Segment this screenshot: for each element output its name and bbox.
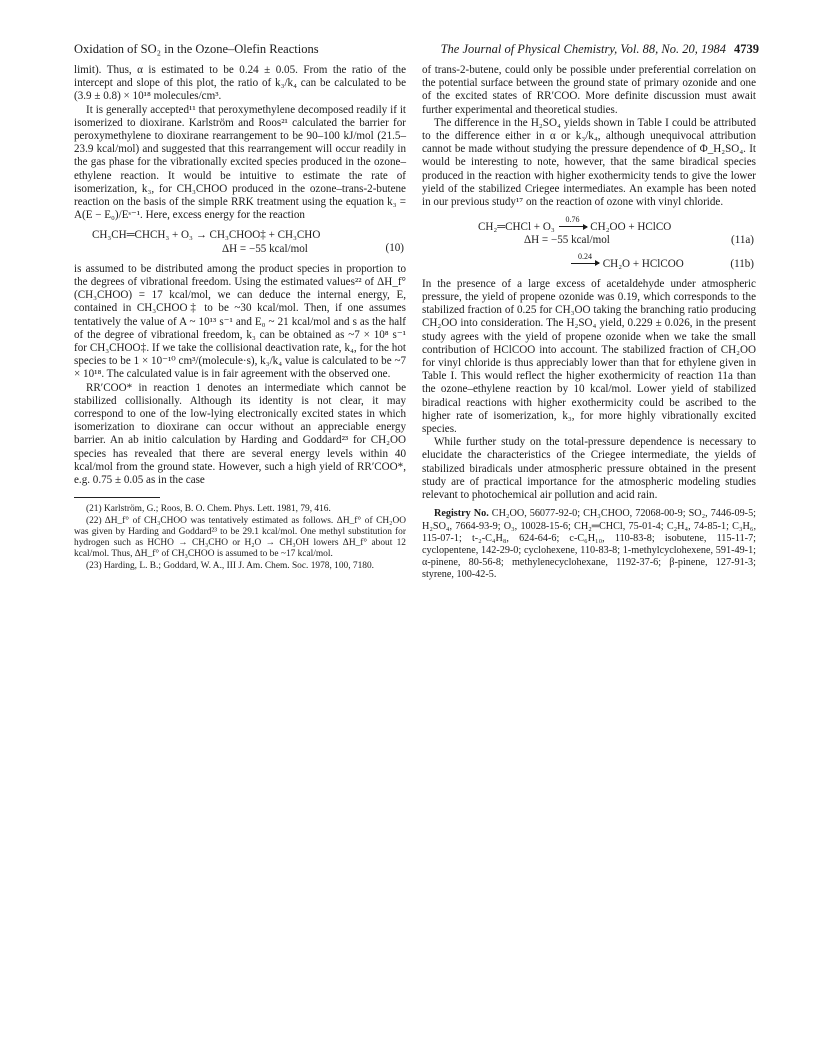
equation-line: CH₃CH═CHCH₃ + O₃ → CH₃CHOO‡ + CH₃CHO xyxy=(92,229,321,242)
reaction-arrow xyxy=(558,215,588,234)
registry-label: Registry No. xyxy=(434,508,489,520)
registry-text: CH₂OO, 56077-92-0; CH₃CHOO, 72068-00-9; SO₂, 7446-09-5; H₂SO₄, 7664-93-9; O₃, 10028-15-6; CH₂═CHCl, 75-01-4; C₂H₄, 74-85-1; C₃H₆, 115-07-1; t-₂-C₄H₈, 624-64-6; c-C₆H₁₀, 110-83-8; isobutene, 115-11-7; cyclopentene, 142-29-0; cyclohexene, 110-83-8; 1-methylcyclohexene, 591-49-1; α-pinene, 80-56-8; methylenecyclohexane, 1192-37-6; β-pinene, 127-91-3; styrene, 100-42-5. xyxy=(422,508,756,581)
equation-number: (10) xyxy=(385,242,404,255)
equation-number: (11b) xyxy=(730,257,754,270)
footnote-rule xyxy=(74,497,160,498)
right-column xyxy=(422,64,756,582)
equation-line xyxy=(422,251,756,271)
registry-numbers xyxy=(422,508,756,581)
products: CH₂O + HClCOO xyxy=(602,257,684,270)
header-journal-name: The Journal of Physical Chemistry, Vol. 88, No. 20, 1984 xyxy=(440,42,726,56)
branching-coefficient: 0.24 xyxy=(578,251,592,261)
reaction-arrow xyxy=(570,251,600,271)
equation-enthalpy: ΔH = −55 kcal/mol xyxy=(524,234,610,247)
paragraph: It is generally accepted¹¹ that peroxymethylene decomposed readily if it isomerized to dioxirane. Karlström and Roos²¹ calculated the barrier for peroxymethylene to dioxirane rearrangement to be 90–100 kJ/mol (21.5–23.9 kcal/mol) and suggested that this rearrangement will occur readily in the gas phase for the vibrationally excited species produced in the ozone–ethylene reaction. It would be intuitive to estimate the rate of isomerization, k₃, for CH₃CHOO produced in the ozone–trans-2-butene reaction on the basis of the simple RRK treatment using the equation k₃ = A(E − E₀)/Eˢ⁻¹. Here, excess energy for the reaction xyxy=(74,103,406,222)
footnote: (21) Karlström, G.; Roos, B. O. Chem. Phys. Lett. 1981, 79, 416. xyxy=(86,504,331,515)
left-column xyxy=(74,64,406,573)
footnote: (23) Harding, L. B.; Goddard, W. A., III J. Am. Chem. Soc. 1978, 100, 7180. xyxy=(86,561,374,572)
paragraph: While further study on the total-pressure dependence is necessary to elucidate the characteristics of the Criegee intermediate, the yields of stabilized biradicals under atmospheric pressure obtained in the present study are of practical importance for the atmospheric modeling studies relevant to photochemical air pollution and acid rain. xyxy=(422,436,756,502)
branching-coefficient: 0.76 xyxy=(565,215,580,225)
equation-number: (11a) xyxy=(731,234,754,247)
paragraph: limit). Thus, α is estimated to be 0.24 ± 0.05. From the ratio of the intercept and slope of this plot, the ratio of k₃/k₄ can be calculated to be (3.9 ± 0.8) × 10¹⁸ molecules/cm³. xyxy=(74,64,406,103)
header-article-title: Oxidation of SO₂ in the Ozone–Olefin Reactions xyxy=(74,42,319,56)
footnotes xyxy=(74,504,406,572)
arrow-line xyxy=(571,263,599,264)
paragraph: is assumed to be distributed among the product species in proportion to the degrees of vibrational freedom. Using the estimated values²² of ΔH_f°(CH₃CHOO) = 17 kcal/mol, we can deduce the internal energy, E, contained in CH₃CHOO‡ to be ~30 kcal/mol. Then, if one assumes tentatively the value of A ~ 10¹³ s⁻¹ and E₀ ~ 21 kcal/mol and s as the half of the degree of vibrational freedom, k₃ can be obtained as ~7 × 10⁸ s⁻¹ for CH₃CHOO‡. If we take the collisional deactivation rate, k₄, for the hot species to be 1 × 10⁻¹⁰ cm³/(molecule·s), k₃/k₄ value is calculated to be ~7 × 10¹⁸. The calculated value is in fair agreement with the observed one. xyxy=(74,262,406,381)
header-journal xyxy=(441,42,759,57)
equation-enthalpy: ΔH = −55 kcal/mol xyxy=(222,242,308,255)
equation-11b xyxy=(422,251,756,271)
paragraph: The difference in the H₂SO₄ yields shown in Table I could be attributed to the difference either in α or k₃/k₄, although unequivocal attribution cannot be made without studying the pressure dependence of Φ_H₂SO₄. It would be interesting to note, however, that the same biradical species produced in the reaction with higher exothermicity tends to give the lower yield of the stabilized Criegee intermediates. An example has been noted in our previous study¹⁷ on the reaction of ozone with vinyl chloride. xyxy=(422,116,756,209)
running-header xyxy=(74,42,759,60)
products: CH₂OO + HClCO xyxy=(590,221,672,234)
footnote: (22) ΔH_f° of CH₃CHOO was tentatively estimated as follows. ΔH_f° of CH₂OO was given by Harding and Goddard²³ to be 29.1 kcal/mol. One methyl substitution for hydrogen such as HCHO → CH₃CHO or H₂O → CH₃OH lowers ΔH_f° about 12 kcal/mol. Thus, ΔH_f° of CH₃CHOO is assumed to be ~17 kcal/mol. xyxy=(74,516,406,560)
equation-11a xyxy=(422,215,756,247)
paragraph: of trans-2-butene, could only be possible under preferential correlation on the potential surface between the ground state of primary ozonide and one of the excited states of RR′COO. More definite discussion must await further experimental and theoretical studies. xyxy=(422,64,756,116)
arrow-line xyxy=(559,226,587,227)
paragraph: RR′COO* in reaction 1 denotes an intermediate which cannot be stabilized collisionally. Although its identity is not clear, it may correspond to one of the low-lying electronically excited states in which isomerization to dioxirane can occur without an appreciable energy barrier. An ab initio calculation by Harding and Goddard²³ for CH₂OO species has revealed that there are several energy levels within 40 kcal/mol from the ground state. However, such a high yield of RR′COO*, e.g. 0.75 ± 0.05 as in the case xyxy=(74,381,406,487)
page-number: 4739 xyxy=(734,42,759,56)
equation-line xyxy=(422,215,756,234)
equation-10 xyxy=(74,229,406,255)
reactants: CH₂═CHCl + O₃ xyxy=(478,221,555,234)
paragraph: In the presence of a large excess of acetaldehyde under atmospheric pressure, the yield of propene ozonide was 0.19, which corresponds to the stabilized fraction of 0.25 for CH₃OO taking the branching ratio producing CH₂OO into consideration. The H₂SO₄ yield, 0.229 ± 0.026, in the present study agrees with the yield of propene ozonide when we take the small contribution of HClCOO into account. The stabilized fraction of CH₂OO for vinyl chloride is thus appreciably lower than that for ethylene given in Table I. This would reflect the higher exothermicity of reaction 11a than the ozone–ethylene reaction by 10 kcal/mol. Lower yield of stabilized biradical reactions with higher exothermicity could be ascribed to the higher rate of isomerization, k₃, for more highly vibrationally excited species. xyxy=(422,277,756,436)
